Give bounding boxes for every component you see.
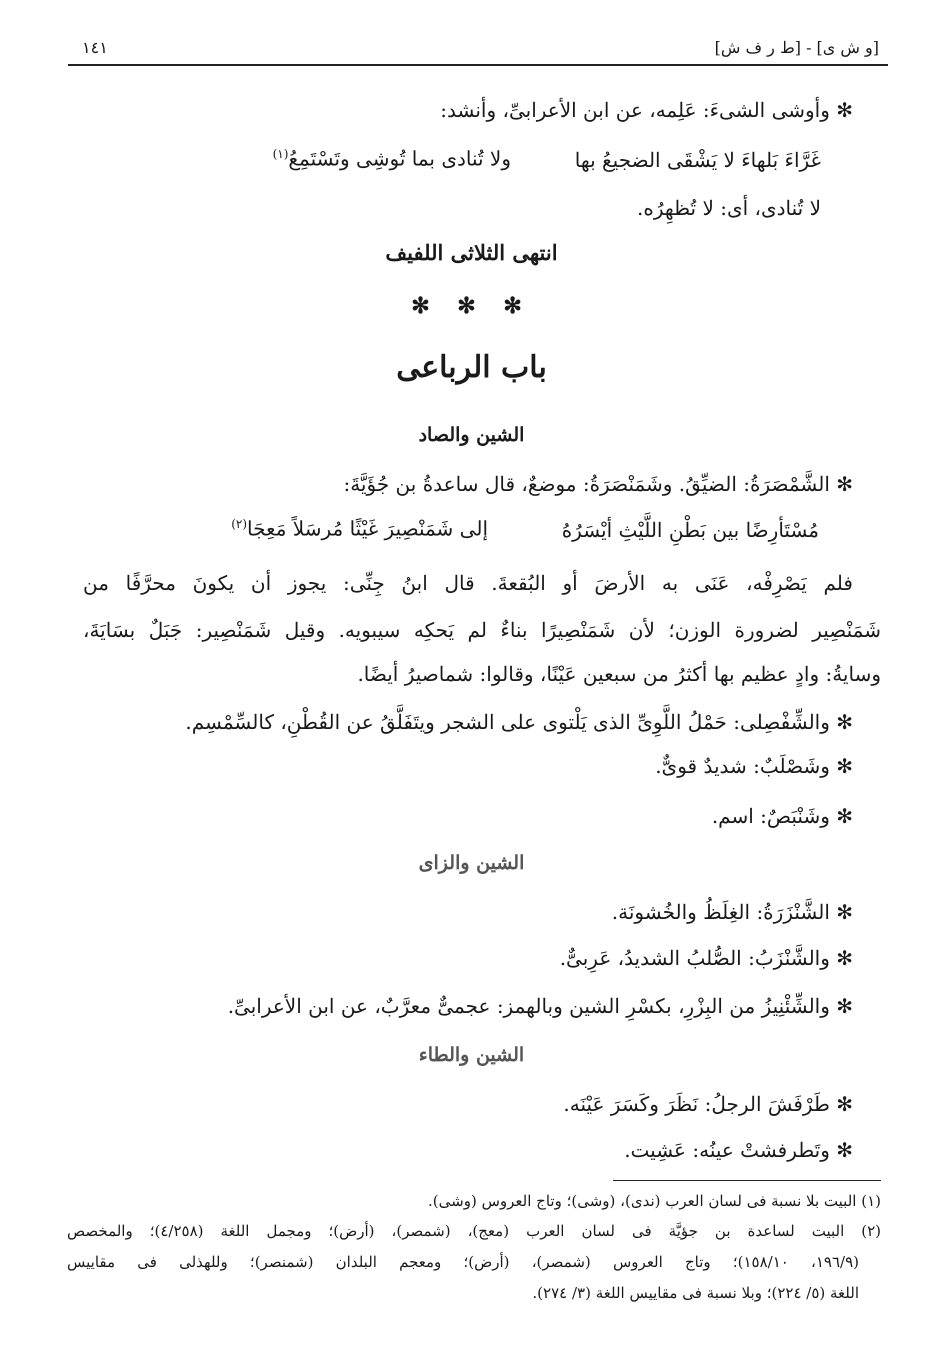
paragraph-line: شَمَنْصِير لضرورة الوزن؛ لأن شَمَنْصِيرًا بناءٌ لم يَحكِه سيبويه. وقيل شَمَنْصِير: جَبَلٌ بسَايَةَ،: [83, 618, 881, 642]
entry-tatarfashat: ✻ وتَطرفشتْ عينُه: عَشِيت.: [624, 1138, 853, 1162]
entry-awsha: ✻ وأوشى الشىءَ: عَلِمه، عن ابن الأعرابىِّ، وأنشد:: [440, 98, 853, 122]
section-title-shin-sad: الشين والصاد: [418, 424, 525, 446]
section-title-shin-zay: الشين والزاى: [418, 852, 525, 874]
page-number: ١٤١: [82, 38, 108, 57]
verse-text: ولا تُنادى بما تُوشِى وتَسْتَمِعُ: [288, 146, 511, 171]
footnote-ref-1: (١): [272, 147, 289, 161]
verse-hemistich-right: مُسْتَأرِضًا بين بَطْنِ اللَّيْثِ أيْسَرُهُ: [561, 518, 819, 542]
section-title-shin-ta: الشين والطاء: [418, 1044, 525, 1066]
section-separator: ✻ ✻ ✻: [411, 293, 532, 319]
entry-gloss: لا تُنادى، أى: لا تُظهِرُه.: [637, 196, 821, 220]
entry-shifsili: ✻ والشِّفْصِلى: حَمْلُ اللَّوِىِّ الذى يَلْتوى على الشجر ويتَفَلَّقُ عن القُطْنِ، كالسِّمْسِم.: [185, 710, 853, 734]
entry-shiniz: ✻ والشِّئْنِيزُ من البِزْرِ، بكسْرِ الشين وبالهمز: عجمىٌّ معرَّبٌ، عن ابن الأعرابىِّ.: [227, 994, 853, 1018]
entry-shanzara: ✻ الشَّنْزَرَةُ: الغِلَظُ والخُشونَة.: [611, 900, 853, 924]
footnote-2-line: (١٩٦/٩، ١٥٨/١٠)؛ وتاج العروس (شمصر)، (أرض)؛ ومعجم البلدان (شمنصر)؛ وللهذلى فى مقاييس: [67, 1253, 860, 1271]
paragraph-line: فلم يَصْرِفْه، عَنَى به الأرضَ أو البُقعةَ. قال ابنُ جِنِّى: يجوز أن يكونَ محرَّفًا من: [83, 571, 853, 595]
running-head-roots: [و ش ى] - [ط ر ف ش]: [714, 38, 879, 57]
entry-shaslab: ✻ وشَصْلَبٌ: شديدٌ قوىٌّ.: [655, 754, 853, 778]
footnote-2-line: (٢) البيت لساعدة بن جؤيَّة فى لسان العرب (معج)، (شمصر)، (أرض)؛ ومجمل اللغة (٤/٢٥٨)؛ والمخصص: [67, 1222, 882, 1240]
verse-hemistich-left: [273, 148, 511, 169]
header-rule: [68, 64, 888, 66]
verse-hemistich-left: [231, 518, 488, 539]
verse-text: إلى شَمَنْصِيرَ غَيْثًا مُرسَلاً مَعِجَا: [247, 516, 488, 541]
footnote-1: (١) البيت بلا نسبة فى لسان العرب (ندى)، (وشى)؛ وتاج العروس (وشى).: [428, 1192, 881, 1210]
chapter-title: باب الرباعى: [396, 350, 547, 385]
verse-hemistich-right: غَرَّاءَ بَلهاءَ لا يَشْقَى الضجيعُ بها: [574, 148, 821, 172]
entry-shanzab: ✻ والشَّنْزَبُ: الصُّلبُ الشديدُ، عَرِبىٌّ.: [559, 946, 853, 970]
entry-shamsara: ✻ الشَّمْصَرَةُ: الضيِّقُ. وشَمَنْصَرَةُ: موضعٌ، قال ساعدةُ بن جُؤَيَّةَ:: [343, 472, 853, 496]
paragraph-line: وسايةُ: وادٍ عظيم بها أكثرُ من سبعين عَيْنًا، وقالوا: شماصيرُ أيضًا.: [357, 662, 881, 686]
footnote-rule: [613, 1180, 881, 1181]
footnote-2-line: اللغة (٥/ ٢٢٤)؛ وبلا نسبة فى مقاييس اللغة (٣/ ٢٧٤).: [532, 1284, 859, 1302]
entry-shanbas: ✻ وشَنْبَصٌ: اسم.: [711, 804, 853, 828]
end-of-section-heading: انتهى الثلاثى اللفيف: [385, 240, 558, 265]
entry-tarfasha: ✻ طَرْفَشَ الرجلُ: نَظَرَ وكَسَرَ عَيْنَه.: [563, 1092, 853, 1116]
footnote-ref-2: (٢): [231, 517, 248, 531]
